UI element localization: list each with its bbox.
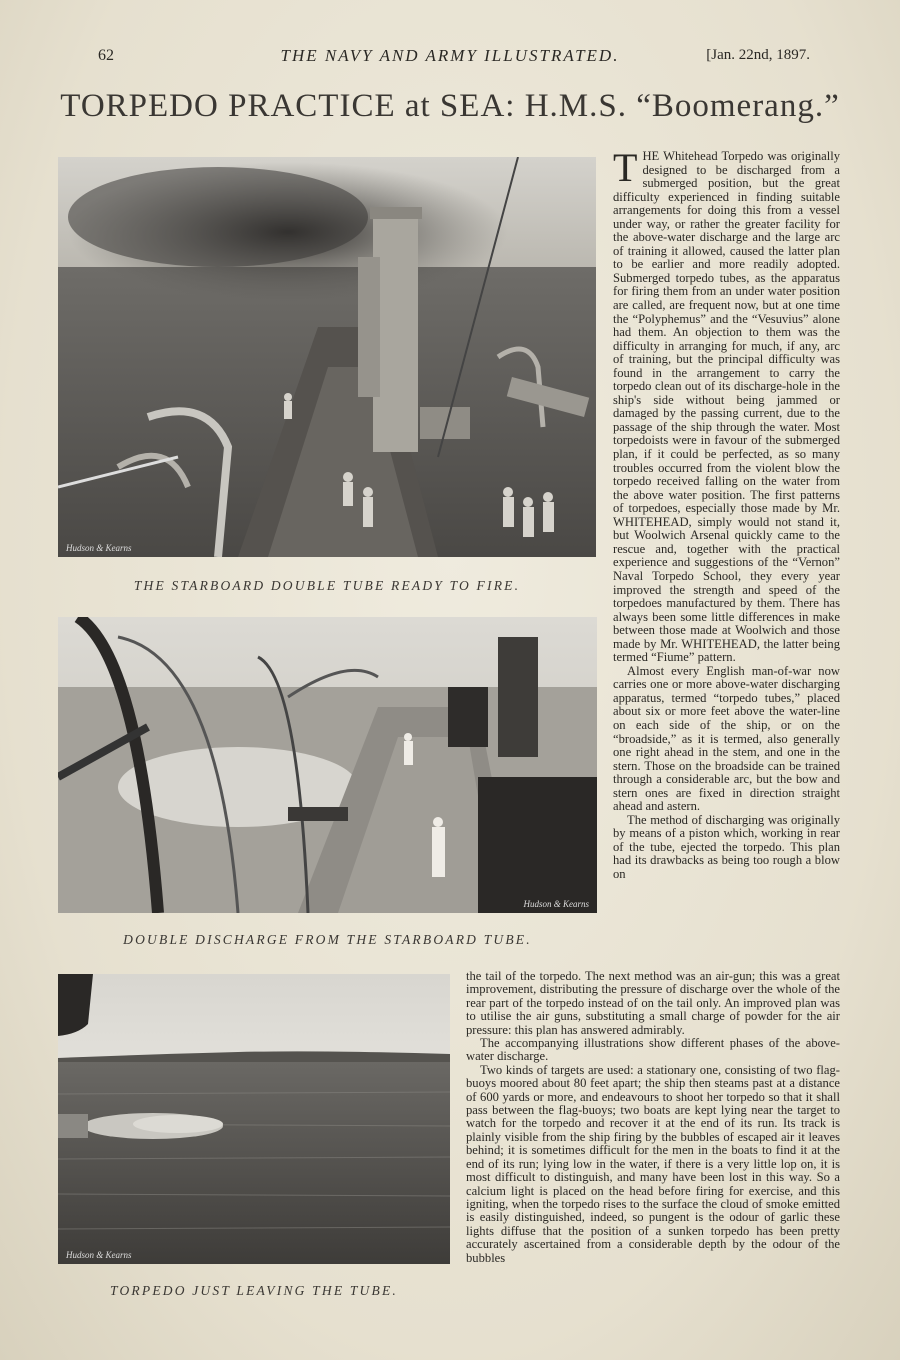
caption-photo-3: TORPEDO JUST LEAVING THE TUBE.: [110, 1283, 398, 1298]
article-paragraph-2: Almost every English man-of-war now carries one or more above-water discharging apparatus, termed “torpedo tubes,” placed about six or more feet above the water-line on each side of the ship, or on the “broadside,” as it is termed, also generally one right ahead in the stem, and one in the stern. Those on the broadside can be trained through a considerable arc, but the bow and stern ones are fixed in direction straight ahead and astern.: [613, 663, 840, 814]
photo-credit: Hudson & Kearns: [66, 1250, 132, 1260]
article-column-lower: [466, 970, 840, 1300]
drop-cap: T: [613, 150, 638, 190]
photo-torpedo-leaving-tube: [58, 974, 450, 1264]
article-column-right: [613, 150, 840, 970]
photo-credit: Hudson & Kearns: [66, 543, 132, 553]
publication-title: THE NAVY AND ARMY ILLUSTRATED.: [280, 46, 620, 65]
photo-double-discharge: [58, 617, 597, 913]
photo-credit: Hudson & Kearns: [523, 899, 589, 909]
page-number: 62: [98, 47, 114, 64]
article-paragraph-3-continued: the tail of the torpedo. The next method was an air-gun; this was a great improvement, distributing the pressure of discharge over the whole of the rear part of the torpedo instead of on the tail only. An improved plan was to utilise the air guns, substituting a small charge of powder for the air pressure: this plan has answered admirably.: [466, 970, 840, 1037]
article-paragraph-5: Two kinds of targets are used: a stationary one, consisting of two flag-buoys moored about 80 feet apart; the ship then steams past at a distance of 600 yards or more, and endeavours to shoot her torpedo so that it shall pass between the flag-buoys; two boats are kept lying near the target to watch for the torpedo and recover it at the end of its run. Its track is plainly visible from the ship firing by the bubbles of escaped air it leaves behind; it is sometimes difficult for the men in the boats to find it at the end of its run; lying low in the water, if there is a very little lop on, it is most difficult to distinguish, and many have been lost in this way. So a calcium light is placed on the head before firing for exercise, and this igniting, when the torpedo rises to the surface the cloud of smoke emitted is easily distinguished, indeed, so pungent is the odour of garlic these lights diffuse that the position of a sunken torpedo has been pretty accurately ascertained from a considerable depth by the odour of the bubbles: [466, 1062, 840, 1265]
caption-photo-2: DOUBLE DISCHARGE FROM THE STARBOARD TUBE.: [123, 932, 532, 947]
article-title: TORPEDO PRACTICE at SEA: H.M.S. “Boomerang.”: [60, 88, 840, 124]
caption-photo-1: THE STARBOARD DOUBLE TUBE READY TO FIRE.: [133, 578, 521, 593]
photo-starboard-double-tube: [58, 157, 596, 557]
issue-date: [Jan. 22nd, 1897.: [706, 47, 810, 63]
article-paragraph-4: The accompanying illustrations show different phases of the above-water discharge.: [466, 1036, 840, 1064]
article-paragraph-1: THE Whitehead Torpedo was originally designed to be discharged from a submerged position, but the great difficulty experienced in finding suitable arrangements for doing this from a vessel under way, or rather the greater facility for the above-water discharge and the large arc of training it allowed, caused the latter plan to be earlier and more readily adopted. Submerged torpedo tubes, as the apparatus for firing them from an under water position are called, are frequent now, but at one time the “Polyphemus” and the “Vesuvius” alone had them. An objection to them was the difficulty in arranging for much, if any, arc of training, but the principal difficulty was found in the arrangement to carry the torpedo clean out of its discharge-hole in the ship's side without being jammed or damaged by the passing current, due to the passage of the ship through the water. Most torpedoists were in favour of the submerged plan, if it could be perfected, as so many troubles occurred from the violent blow the torpedo received falling on the water from the above water position. The first patterns of torpedoes, especially those made by Mr. WHITEHEAD, simply would not stand it, but Woolwich Arsenal quickly came to the rescue and, together with the practical experience and suggestions of the “Vernon” Naval Torpedo School, they every year improved the strength and speed of the torpedoes manufactured by them. There has always been some little differences in make between those made at Woolwich and those made by Mr. WHITEHEAD, the latter being termed “Fiume” pattern.: [613, 150, 840, 665]
article-paragraph-3-lead: The method of discharging was originally by means of a piston which, working in rear of the tube, ejected the torpedo. This plan had its drawbacks as being too rough a blow on: [613, 812, 840, 881]
